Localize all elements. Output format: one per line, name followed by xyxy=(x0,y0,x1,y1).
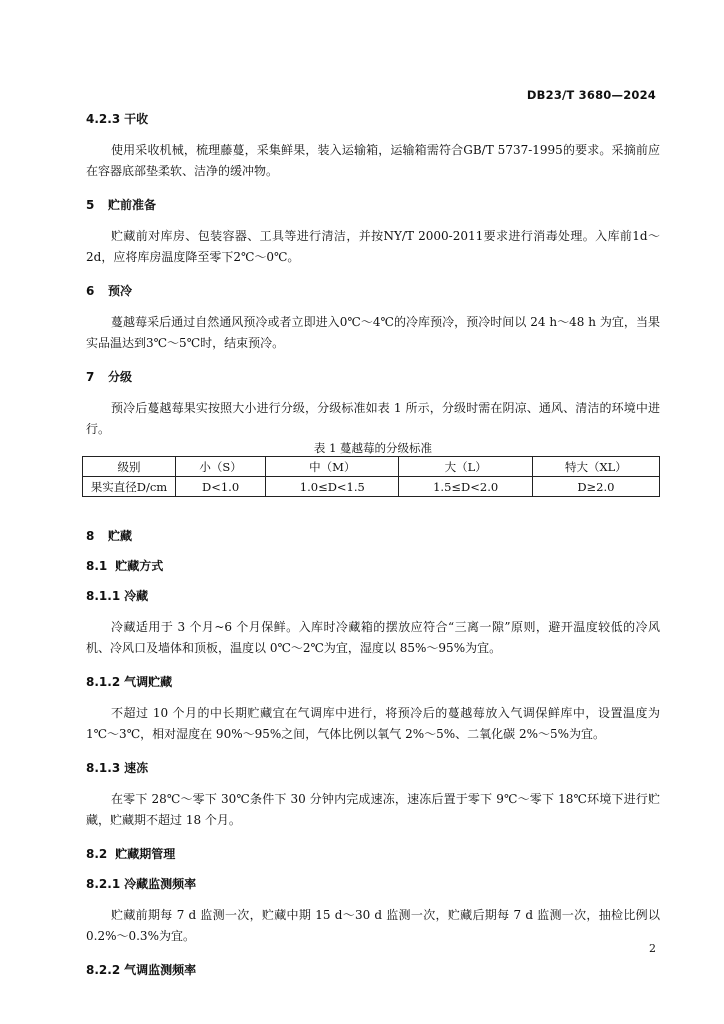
page-number: 2 xyxy=(649,942,656,955)
section-title: 速冻 xyxy=(124,761,149,775)
section-number: 8.2.2 xyxy=(86,963,121,977)
heading-8-1-2 xyxy=(86,673,660,691)
table-cell: 大（L） xyxy=(399,457,532,477)
heading-7 xyxy=(86,368,660,386)
section-title: 气调贮藏 xyxy=(124,675,173,689)
table-cell: 特大（XL） xyxy=(532,457,659,477)
heading-8 xyxy=(86,527,660,545)
document-body xyxy=(86,110,660,979)
section-title: 贮藏方式 xyxy=(115,559,164,573)
table-cell: D<1.0 xyxy=(176,477,266,497)
section-number: 7 xyxy=(86,370,95,384)
section-number: 6 xyxy=(86,284,95,298)
heading-5 xyxy=(86,196,660,214)
table-cell: 小（S） xyxy=(176,457,266,477)
table-cell: 中（M） xyxy=(266,457,399,477)
section-number: 8.2 xyxy=(86,847,108,861)
section-number: 8.1.1 xyxy=(86,589,121,603)
section-title: 贮藏 xyxy=(108,529,133,543)
table-row xyxy=(83,477,660,497)
heading-8-2-1 xyxy=(86,875,660,893)
section-title: 气调监测频率 xyxy=(124,963,197,977)
heading-6 xyxy=(86,282,660,300)
section-number: 5 xyxy=(86,198,95,212)
section-title: 贮前准备 xyxy=(108,198,157,212)
paragraph-8-1-1: 冷藏适用于 3 个月~6 个月保鲜。入库时冷藏箱的摆放应符合“三离一隙”原则，避开温度较低的冷风机、冷风口及墙体和顶板，温度以 0℃～2℃为宜，湿度以 85%～95%为宜。 xyxy=(86,620,660,655)
heading-4-2-3 xyxy=(86,110,660,128)
table-cell: 果实直径D/cm xyxy=(83,477,176,497)
heading-8-1 xyxy=(86,557,660,575)
paragraph-4-2-3: 使用采收机械，梳理藤蔓，采集鲜果，装入运输箱，运输箱需符合GB/T 5737-1995的要求。采摘前应在容器底部垫柔软、洁净的缓冲物。 xyxy=(86,143,660,178)
section-number: 8.1.3 xyxy=(86,761,121,775)
section-title: 预冷 xyxy=(108,284,133,298)
section-title: 分级 xyxy=(108,370,133,384)
paragraph-8-1-3: 在零下 28℃～零下 30℃条件下 30 分钟内完成速冻，速冻后置于零下 9℃～零下 18℃环境下进行贮藏，贮藏期不超过 18 个月。 xyxy=(86,792,660,827)
table-caption: 表 1 蔓越莓的分级标准 xyxy=(313,441,433,455)
paragraph-8-1-2: 不超过 10 个月的中长期贮藏宜在气调库中进行，将预冷后的蔓越莓放入气调保鲜库中，设置温度为 1℃～3℃，相对湿度在 90%～95%之间，气体比例以氧气 2%～5%、二氧化碳 2%～5%为宜。 xyxy=(86,706,660,741)
table-cell: 1.5≤D<2.0 xyxy=(399,477,532,497)
section-number: 8.1 xyxy=(86,559,108,573)
section-number: 8 xyxy=(86,529,95,543)
table-cell: 1.0≤D<1.5 xyxy=(266,477,399,497)
heading-8-2 xyxy=(86,845,660,863)
document-code: DB23/T 3680—2024 xyxy=(526,88,656,102)
heading-8-1-1 xyxy=(86,587,660,605)
paragraph-8-2-1: 贮藏前期每 7 d 监测一次，贮藏中期 15 d～30 d 监测一次，贮藏后期每 7 d 监测一次，抽检比例以 0.2%～0.3%为宜。 xyxy=(86,908,660,943)
table-cell: 级别 xyxy=(83,457,176,477)
paragraph-5: 贮藏前对库房、包装容器、工具等进行清洁，并按NY/T 2000-2011要求进行消毒处理。入库前1d～2d，应将库房温度降至零下2℃～0℃。 xyxy=(86,229,660,264)
paragraph-6: 蔓越莓采后通过自然通风预冷或者立即进入0℃～4℃的冷库预冷，预冷时间以 24 h～48 h 为宜，当果实品温达到3℃～5℃时，结束预冷。 xyxy=(86,315,660,350)
section-title: 冷藏监测频率 xyxy=(124,877,197,891)
grading-table xyxy=(82,456,660,497)
section-number: 4.2.3 xyxy=(86,112,121,126)
heading-8-1-3 xyxy=(86,759,660,777)
table-cell: D≥2.0 xyxy=(532,477,659,497)
section-number: 8.1.2 xyxy=(86,675,121,689)
section-number: 8.2.1 xyxy=(86,877,121,891)
section-title: 冷藏 xyxy=(124,589,149,603)
section-title: 干收 xyxy=(124,112,149,126)
heading-8-2-2 xyxy=(86,961,660,979)
table-header-row xyxy=(83,457,660,477)
section-title: 贮藏期管理 xyxy=(115,847,176,861)
paragraph-7: 预冷后蔓越莓果实按照大小进行分级，分级标准如表 1 所示，分级时需在阴凉、通风、清洁的环境中进行。 xyxy=(86,401,660,436)
